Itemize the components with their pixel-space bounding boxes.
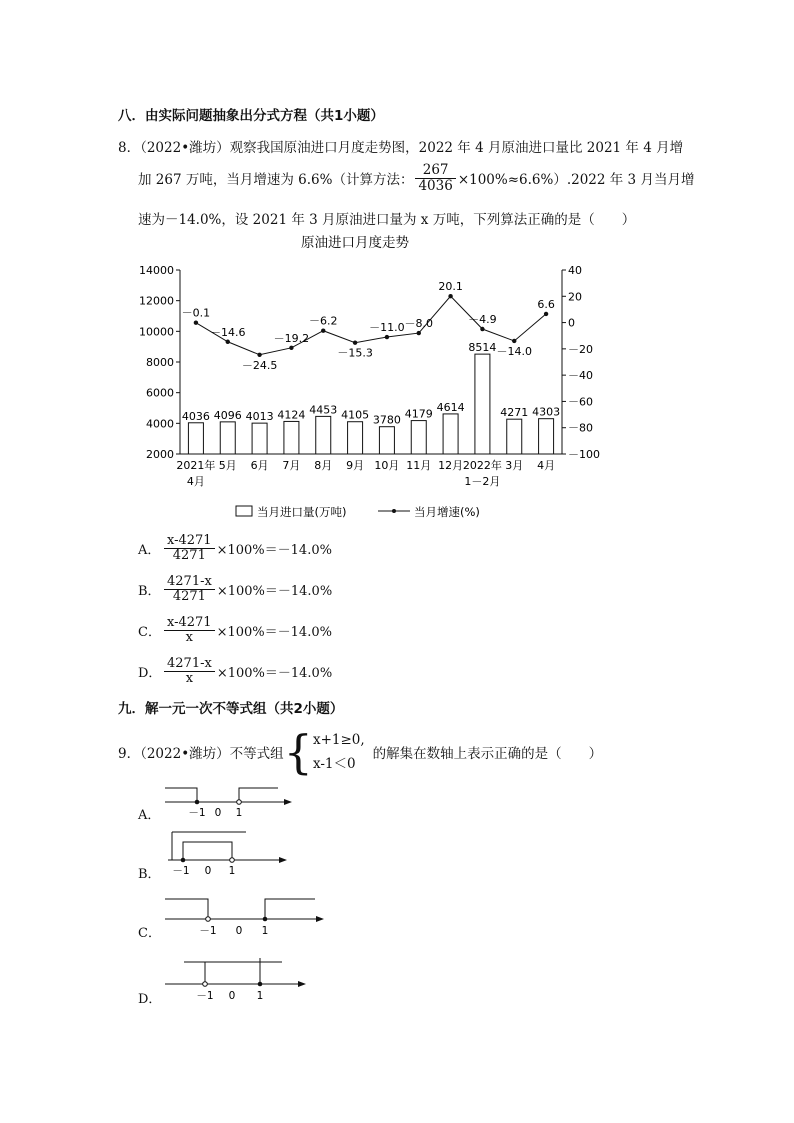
bar-5: [348, 422, 363, 454]
question-8-line2-post: ×100%≈6.6%）.2022 年 3 月当月增: [457, 172, 695, 188]
right-tick-label: －40: [568, 369, 593, 383]
growth-point-2: [257, 353, 261, 357]
bar-9: [475, 354, 490, 454]
section-8-title: 八．由实际问题抽象出分式方程（共1小题）: [118, 108, 384, 124]
inequality-1: x+1≥0,: [312, 732, 365, 748]
option-b[interactable]: [138, 569, 332, 610]
option-b-label[interactable]: B．: [138, 867, 161, 882]
bar-label-10: 4271: [500, 406, 529, 420]
x-tick-label-7: 11月: [406, 459, 432, 472]
chart-axes: [139, 264, 600, 461]
brace-symbol: {: [283, 725, 313, 779]
growth-label-11: 6.6: [537, 297, 555, 311]
growth-label-2: －24.5: [241, 358, 278, 372]
number-line-c: [160, 893, 330, 939]
growth-label-6: －11.0: [369, 321, 405, 335]
chart-title: 原油进口月度走势: [301, 235, 409, 251]
number-line-d: [160, 952, 320, 1004]
growth-point-9: [480, 327, 484, 331]
tick-label: 1: [261, 925, 269, 937]
section-9-title: 九．解一元一次不等式组（共2小题）: [118, 701, 344, 717]
bar-4: [316, 416, 331, 454]
tick-label: －1: [172, 865, 190, 876]
legend-bar-swatch: [236, 506, 252, 516]
growth-point-3: [289, 346, 293, 350]
question-8-options: [138, 528, 332, 692]
growth-point-10: [512, 339, 516, 343]
left-tick-label: 4000: [146, 417, 174, 431]
growth-label-3: －19.2: [273, 331, 310, 345]
option-denominator: 4271: [172, 589, 206, 604]
option-tail: ×100%＝－14.0%: [216, 625, 332, 640]
bar-6: [379, 427, 394, 454]
fraction-267-4036: [415, 163, 455, 192]
option-denominator: x: [185, 630, 193, 645]
fraction-denominator: 4036: [418, 177, 453, 194]
bar-10: [507, 419, 522, 454]
growth-label-1: －14.6: [210, 325, 246, 339]
x-tick-label-4: 8月: [314, 459, 333, 472]
bar-2: [252, 423, 267, 454]
x-tick-label-8: 12月: [438, 459, 464, 472]
right-tick-label: 0: [568, 316, 575, 330]
option-fraction: [164, 575, 215, 603]
tick-label: 0: [235, 925, 243, 937]
question-9-stem: [118, 725, 603, 779]
right-tick-label: －80: [568, 421, 593, 435]
legend-line-marker: [392, 509, 396, 513]
x-tick-label-11: 4月: [537, 459, 556, 472]
question-8-line2-pre: 加 267 万吨，当月增速为 6.6%（计算方法：: [138, 172, 414, 188]
bar-label-2: 4013: [245, 410, 274, 424]
bar-label-3: 4124: [277, 408, 306, 422]
legend-line-label: 当月增速(%): [414, 505, 480, 519]
bar-label-8: 4614: [436, 400, 465, 414]
growth-point-6: [385, 335, 389, 339]
option-tail: ×100%＝－14.0%: [216, 584, 333, 599]
growth-point-7: [417, 331, 421, 335]
tick-label: 0: [228, 990, 236, 1002]
option-d-label[interactable]: D．: [138, 992, 162, 1007]
option-fraction: [164, 534, 215, 562]
bar-8: [443, 414, 458, 454]
option-tail: ×100%＝－14.0%: [216, 666, 333, 681]
chart-line: [182, 280, 555, 372]
bar-1: [220, 422, 235, 454]
x-tick-label-5: 9月: [346, 459, 365, 472]
option-fraction: [164, 616, 215, 644]
bar-label-1: 4096: [213, 408, 242, 422]
left-tick-label: 10000: [139, 325, 174, 339]
option-numerator: 4271-x: [164, 657, 215, 672]
right-tick-label: 40: [568, 264, 582, 277]
growth-label-4: －6.2: [309, 314, 338, 328]
bar-3: [284, 421, 299, 454]
growth-label-0: －0.1: [181, 306, 211, 320]
option-denominator: x: [185, 671, 194, 686]
question-8-line2: [138, 163, 694, 193]
left-tick-label: 2000: [146, 448, 174, 461]
x-tick-sublabel-9: 1－2月: [464, 475, 501, 488]
option-denominator: 4271: [172, 548, 206, 563]
crude-oil-chart: [130, 228, 630, 528]
left-tick-label: 14000: [139, 264, 174, 277]
option-fraction: [164, 657, 215, 685]
option-label: D．: [138, 666, 162, 681]
bar-label-7: 4179: [404, 407, 433, 421]
bar-label-5: 4105: [341, 408, 370, 422]
number-line-b: [160, 826, 300, 876]
tick-label: －1: [199, 925, 217, 937]
bar-label-4: 4453: [309, 403, 338, 417]
x-tick-label-3: 7月: [282, 459, 301, 472]
growth-label-10: －14.0: [496, 344, 532, 358]
growth-point-11: [544, 312, 548, 316]
x-tick-sublabel-0: 4月: [186, 475, 205, 488]
option-c[interactable]: [138, 610, 332, 651]
tick-label: 0: [204, 865, 212, 876]
right-tick-label: －100: [568, 448, 600, 461]
legend-bar-label: 当月进口量(万吨): [257, 505, 347, 519]
option-c-label[interactable]: C．: [138, 926, 161, 941]
growth-label-5: －15.3: [337, 346, 373, 360]
right-tick-label: －20: [568, 342, 593, 356]
growth-label-9: －4.9: [468, 313, 497, 327]
bar-7: [411, 421, 426, 454]
option-label: C．: [138, 625, 161, 640]
option-numerator: x-4271: [164, 534, 215, 549]
growth-label-7: －8.0: [404, 317, 433, 331]
tick-label: 1: [235, 807, 243, 819]
x-tick-label-0: 2021年: [176, 459, 216, 472]
left-tick-label: 8000: [146, 356, 174, 369]
option-label: B．: [138, 584, 161, 599]
option-a[interactable]: [138, 528, 332, 569]
bar-label-11: 4303: [532, 405, 561, 419]
x-tick-label-2: 6月: [250, 459, 269, 472]
growth-point-5: [353, 340, 357, 344]
right-tick-label: 20: [568, 290, 582, 304]
left-tick-label: 12000: [139, 294, 174, 308]
fraction-numerator: 267: [415, 163, 455, 178]
right-tick-label: －60: [568, 395, 593, 409]
option-d[interactable]: [138, 651, 332, 692]
option-numerator: 4271-x: [164, 575, 215, 590]
bar-label-6: 3780: [372, 413, 401, 427]
question-8-line3: 速为－14.0%，设 2021 年 3 月原油进口量为 x 万吨，下列算法正确的是（ ）: [138, 212, 636, 228]
bar-label-9: 8514: [468, 341, 497, 355]
tick-label: －1: [188, 807, 206, 819]
option-numerator: x-4271: [164, 616, 215, 631]
bar-0: [188, 423, 203, 454]
chart-x-ticks: [176, 458, 555, 488]
growth-point-8: [448, 294, 452, 298]
question-9-prefix: 9．（2022•潍坊）不等式组: [118, 746, 284, 762]
x-tick-label-10: 3月: [505, 459, 524, 472]
question-9-suffix: 的解集在数轴上表示正确的是（ ）: [372, 746, 603, 762]
tick-label: 1: [256, 990, 264, 1002]
growth-point-0: [194, 321, 198, 325]
inequality-2: x-1＜0: [312, 756, 356, 772]
option-label: A．: [138, 543, 161, 558]
left-tick-label: 6000: [146, 386, 174, 400]
x-tick-label-6: 10月: [374, 459, 400, 472]
bar-11: [539, 419, 554, 454]
tick-label: 1: [228, 865, 236, 876]
option-tail: ×100%＝－14.0%: [216, 543, 332, 558]
growth-label-8: 20.1: [438, 280, 463, 294]
tick-label: 0: [214, 807, 222, 819]
bar-label-0: 4036: [181, 409, 210, 423]
number-line-a: [160, 780, 300, 822]
x-tick-label-1: 5月: [218, 459, 237, 472]
growth-point-4: [321, 329, 325, 333]
option-a-label[interactable]: A．: [138, 808, 161, 823]
growth-point-1: [226, 340, 230, 344]
question-8-line1: 8．（2022•潍坊）观察我国原油进口月度走势图，2022 年 4 月原油进口量比 2021 年 4 月增: [118, 140, 684, 156]
tick-label: －1: [196, 990, 214, 1002]
inequality-system: [313, 728, 365, 776]
x-tick-label-9: 2022年: [462, 459, 502, 472]
